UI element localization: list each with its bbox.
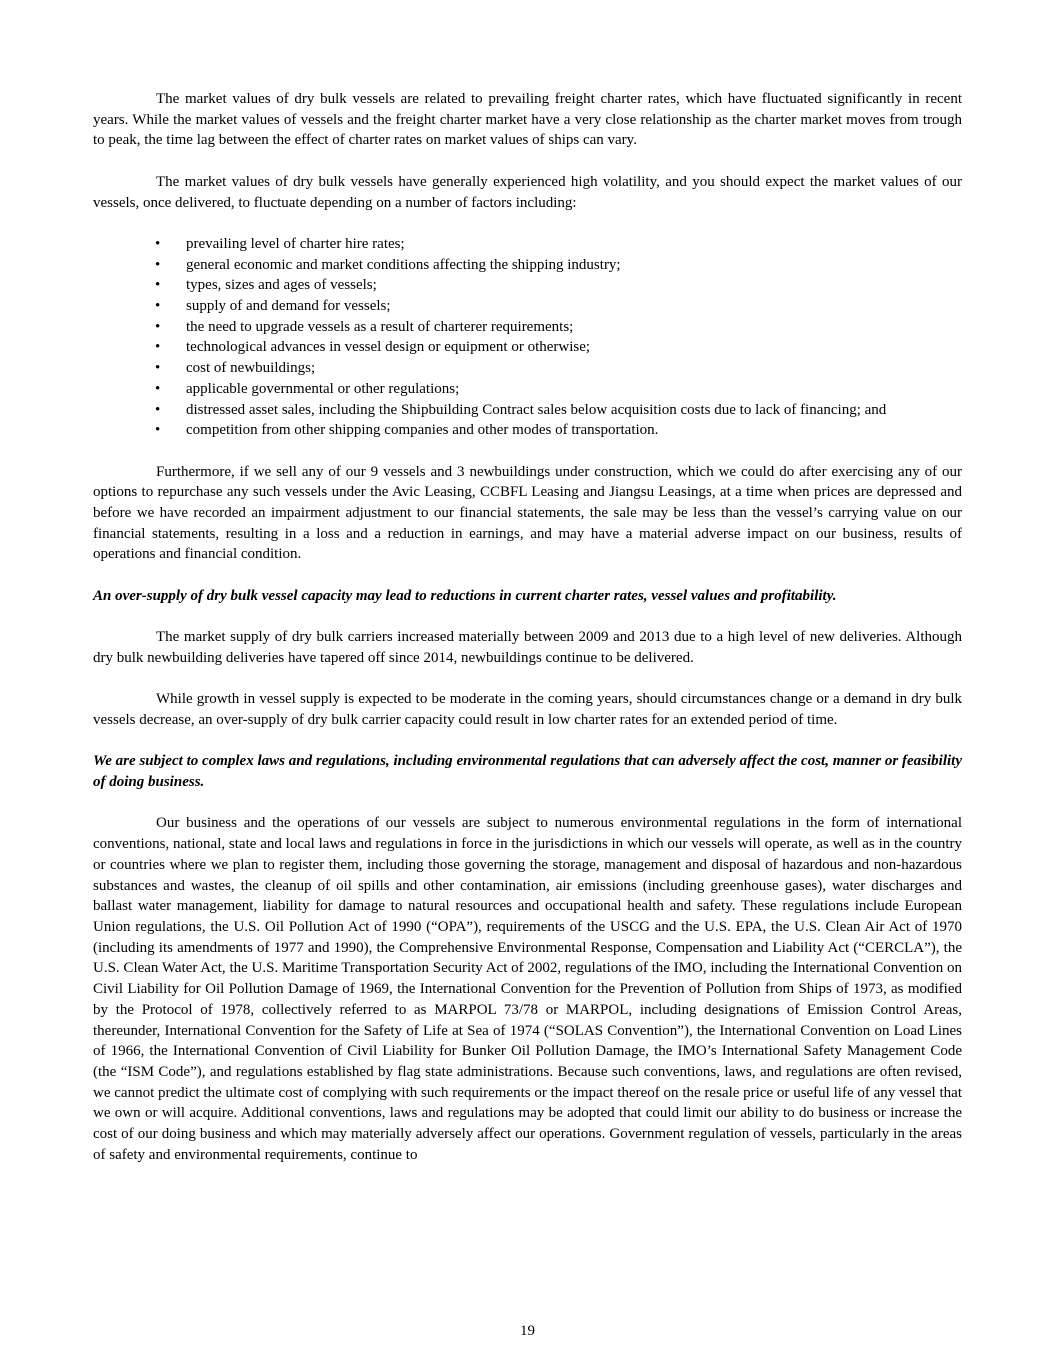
- list-item-text: the need to upgrade vessels as a result of charterer requirements;: [186, 318, 574, 335]
- list-item: [93, 379, 962, 400]
- bullet-marker: •: [155, 318, 161, 335]
- list-item-text: applicable governmental or other regulations;: [186, 380, 460, 397]
- bullet-marker: •: [155, 298, 161, 314]
- paragraph-volatility: The market values of dry bulk vessels have generally experienced high volatility, and you should expect the market values of our vessels, once delivered, to fluctuate depending on a number of factors including:: [93, 173, 962, 211]
- bullet-marker: •: [155, 256, 161, 273]
- section-heading-oversupply: An over-supply of dry bulk vessel capacity may lead to reductions in current charter rates, vessel values and profitability.: [93, 587, 837, 604]
- bullet-marker: •: [155, 235, 161, 252]
- list-item-text: general economic and market conditions affecting the shipping industry;: [186, 256, 621, 273]
- bullet-marker: •: [155, 339, 161, 356]
- list-item-text: technological advances in vessel design or equipment or otherwise;: [186, 339, 591, 356]
- document-page: [93, 89, 962, 1165]
- list-item: [93, 358, 962, 379]
- paragraph-environmental-regulations: Our business and the operations of our vessels are subject to numerous environmental regulations in the form of international conventions, national, state and local laws and regulations in force in the jurisdictions in which our vessels will operate, as well as in the country or countries where we plan to register them, including those governing the storage, management and disposal of hazardous and non-hazardous substances and wastes, the cleanup of oil spills and other contamination, air emissions (including greenhouse gases), water discharges and ballast water management, liability for damage to natural resources and occupational health and safety. These regulations include European Union regulations, the U.S. Oil Pollution Act of 1990 (“OPA”), requirements of the USCG and the U.S. EPA, the U.S. Clean Air Act of 1970 (including its amendments of 1977 and 1990), the Comprehensive Environmental Response, Compensation and Liability Act (“CERCLA”), the U.S. Clean Water Act, the U.S. Maritime Transportation Security Act of 2002, regulations of the IMO, including the International Convention on Civil Liability for Oil Pollution Damage of 1969, the International Convention for the Prevention of Pollution from Ships of 1973, as modified by the Protocol of 1978, collectively referred to as MARPOL 73/78 or MARPOL, including designations of Emission Control Areas, thereunder, International Convention for the Safety of Life at Sea of 1974 (“SOLAS Convention”), the International Convention on Load Lines of 1966, the International Convention of Civil Liability for Bunker Oil Pollution Damage, the IMO’s International Safety Management Code (the “ISM Code”), and regulations established by flag state administrations. Because such conventions, laws, and regulations are often revised, we cannot predict the ultimate cost of complying with such requirements or the impact thereof on the resale price or useful life of any vessel that we own or will acquire. Additional conventions, laws and regulations may be adopted that could limit our ability to do business or increase the cost of our doing business and which may materially adversely affect our operations. Government regulation of vessels, particularly in the areas of safety and environmental requirements, continue to: [93, 815, 962, 1163]
- bullet-marker: •: [155, 380, 161, 397]
- list-item-text: competition from other shipping companies and other modes of transportation.: [186, 422, 659, 439]
- list-item: [93, 337, 962, 358]
- bullet-marker: •: [155, 401, 161, 418]
- bullet-marker: •: [155, 422, 161, 439]
- paragraph-market-values: The market values of dry bulk vessels are related to prevailing freight charter rates, which have fluctuated significantly in recent years. While the market values of vessels and the freight charter market have a very close relationship as the charter market moves from trough to peak, the time lag between the effect of charter rates on market values of ships can vary.: [93, 91, 962, 149]
- list-item-text: prevailing level of charter hire rates;: [186, 235, 405, 252]
- factors-list: [93, 234, 962, 441]
- list-item: [93, 400, 962, 421]
- list-item-text: supply of and demand for vessels;: [186, 298, 391, 314]
- list-item: [93, 317, 962, 338]
- list-item-text: types, sizes and ages of vessels;: [186, 277, 377, 294]
- bullet-marker: •: [155, 277, 161, 294]
- list-item: [93, 234, 962, 255]
- list-item: [93, 255, 962, 276]
- paragraph-sale-of-vessels: Furthermore, if we sell any of our 9 vessels and 3 newbuildings under construction, which we could do after exercising any of our options to repurchase any such vessels under the Avic Leasing, CCBFL Leasing and Jiangsu Leasings, at a time when prices are depressed and before we have recorded an impairment adjustment to our financial statements, the sale may be less than the vessel’s carrying value on our financial statements, resulting in a loss and a reduction in earnings, and may have a material adverse impact on our business, results of operations and financial condition.: [93, 463, 962, 563]
- list-item: [93, 275, 962, 296]
- paragraph-market-supply: The market supply of dry bulk carriers increased materially between 2009 and 2013 due to a high level of new deliveries. Although dry bulk newbuilding deliveries have tapered off since 2014, newbuildings continue to be delivered.: [93, 629, 962, 666]
- section-heading-regulations: We are subject to complex laws and regulations, including environmental regulations that can adversely affect the cost, manner or feasibility of doing business.: [93, 753, 962, 791]
- page-number: 19: [520, 1323, 535, 1339]
- list-item-text: cost of newbuildings;: [186, 360, 316, 377]
- list-item-text: distressed asset sales, including the Shipbuilding Contract sales below acquisition costs due to lack of financing; and: [186, 401, 887, 418]
- bullet-marker: •: [155, 360, 161, 377]
- list-item: [93, 296, 962, 317]
- paragraph-vessel-supply-growth: While growth in vessel supply is expected to be moderate in the coming years, should circumstances change or a demand in dry bulk vessels decrease, an over-supply of dry bulk carrier capacity could result in low charter rates for an extended period of time.: [93, 691, 962, 728]
- list-item: [93, 420, 962, 441]
